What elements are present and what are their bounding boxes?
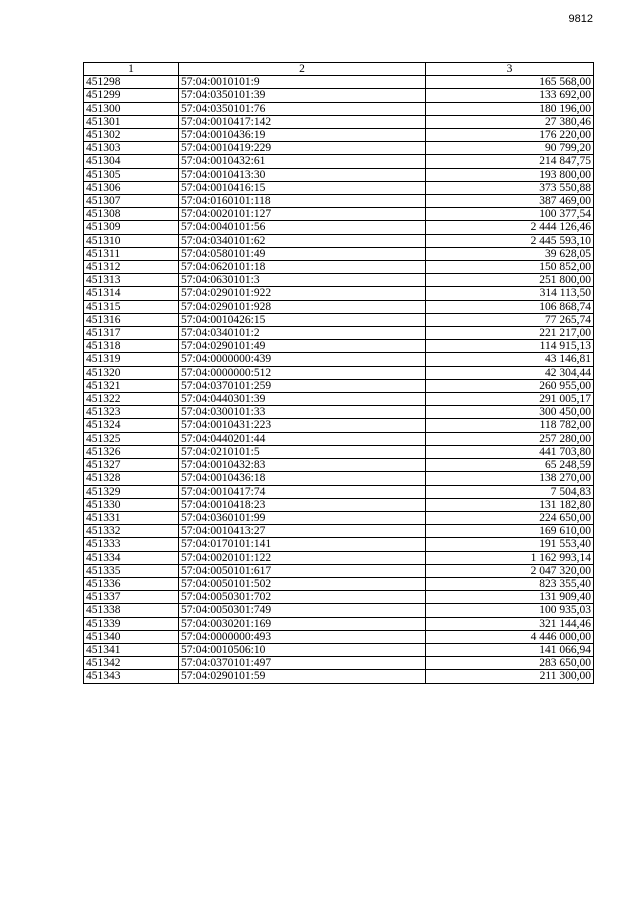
value-cell: 221 217,00 — [426, 327, 594, 340]
value-cell: 150 852,00 — [426, 261, 594, 274]
value-cell: 43 146,81 — [426, 353, 594, 366]
cadastral-number-cell: 57:04:0010419:229 — [179, 142, 426, 155]
table-row — [84, 538, 594, 551]
value-cell: 441 703,80 — [426, 445, 594, 458]
value-cell: 2 047 320,00 — [426, 564, 594, 577]
value-cell: 39 628,05 — [426, 247, 594, 260]
row-number-cell: 451321 — [84, 379, 179, 392]
value-cell: 77 265,74 — [426, 313, 594, 326]
value-cell: 4 446 000,00 — [426, 630, 594, 643]
cadastral-number-cell: 57:04:0010413:27 — [179, 525, 426, 538]
row-number-cell: 451298 — [84, 76, 179, 89]
value-cell: 373 550,88 — [426, 181, 594, 194]
value-cell: 1 162 993,14 — [426, 551, 594, 564]
table-row — [84, 419, 594, 432]
cadastral-number-cell: 57:04:0000000:439 — [179, 353, 426, 366]
row-number-cell: 451332 — [84, 525, 179, 538]
row-number-cell: 451329 — [84, 485, 179, 498]
table-row — [84, 247, 594, 260]
cadastral-number-cell: 57:04:0020101:122 — [179, 551, 426, 564]
cadastral-number-cell: 57:04:0020101:127 — [179, 208, 426, 221]
page-number: 9812 — [568, 13, 593, 25]
value-cell: 42 304,44 — [426, 366, 594, 379]
value-cell: 257 280,00 — [426, 432, 594, 445]
table-row — [84, 643, 594, 656]
row-number-cell: 451305 — [84, 168, 179, 181]
table-row — [84, 498, 594, 511]
cadastral-number-cell: 57:04:0170101:141 — [179, 538, 426, 551]
cadastral-number-cell: 57:04:0290101:928 — [179, 300, 426, 313]
value-cell: 2 444 126,46 — [426, 221, 594, 234]
cadastral-number-cell: 57:04:0290101:922 — [179, 287, 426, 300]
row-number-cell: 451341 — [84, 643, 179, 656]
table-row — [84, 630, 594, 643]
value-cell: 106 868,74 — [426, 300, 594, 313]
row-number-cell: 451323 — [84, 406, 179, 419]
row-number-cell: 451322 — [84, 393, 179, 406]
row-number-cell: 451320 — [84, 366, 179, 379]
row-number-cell: 451326 — [84, 445, 179, 458]
row-number-cell: 451314 — [84, 287, 179, 300]
cadastral-number-cell: 57:04:0580101:49 — [179, 247, 426, 260]
value-cell: 321 144,46 — [426, 617, 594, 630]
row-number-cell: 451300 — [84, 102, 179, 115]
value-cell: 169 610,00 — [426, 525, 594, 538]
value-cell: 300 450,00 — [426, 406, 594, 419]
cadastral-number-cell: 57:04:0370101:497 — [179, 657, 426, 670]
table-row — [84, 577, 594, 590]
value-cell: 193 800,00 — [426, 168, 594, 181]
cadastral-number-cell: 57:04:0000000:512 — [179, 366, 426, 379]
cadastral-number-cell: 57:04:0290101:49 — [179, 340, 426, 353]
value-cell: 260 955,00 — [426, 379, 594, 392]
table-row — [84, 366, 594, 379]
table-row — [84, 657, 594, 670]
table-row — [84, 261, 594, 274]
cadastral-number-cell: 57:04:0010101:9 — [179, 76, 426, 89]
cadastral-number-cell: 57:04:0010431:223 — [179, 419, 426, 432]
table-row — [84, 432, 594, 445]
cadastral-number-cell: 57:04:0010432:83 — [179, 459, 426, 472]
cadastral-number-cell: 57:04:0030201:169 — [179, 617, 426, 630]
cadastral-number-cell: 57:04:0350101:39 — [179, 89, 426, 102]
row-number-cell: 451335 — [84, 564, 179, 577]
row-number-cell: 451324 — [84, 419, 179, 432]
value-cell: 823 355,40 — [426, 577, 594, 590]
cadastral-number-cell: 57:04:0010426:15 — [179, 313, 426, 326]
cadastral-number-cell: 57:04:0010506:10 — [179, 643, 426, 656]
cadastral-number-cell: 57:04:0010432:61 — [179, 155, 426, 168]
value-cell: 131 182,80 — [426, 498, 594, 511]
cadastral-number-cell: 57:04:0010436:19 — [179, 129, 426, 142]
row-number-cell: 451302 — [84, 129, 179, 142]
value-cell: 2 445 593,10 — [426, 234, 594, 247]
table-row — [84, 340, 594, 353]
table-row — [84, 564, 594, 577]
cadastral-number-cell: 57:04:0010413:30 — [179, 168, 426, 181]
cadastral-number-cell: 57:04:0010417:74 — [179, 485, 426, 498]
table-row — [84, 221, 594, 234]
value-cell: 131 909,40 — [426, 591, 594, 604]
column-header-1: 1 — [84, 63, 179, 76]
table-header — [84, 63, 594, 76]
value-cell: 133 692,00 — [426, 89, 594, 102]
cadastral-number-cell: 57:04:0620101:18 — [179, 261, 426, 274]
cadastral-number-cell: 57:04:0010418:23 — [179, 498, 426, 511]
row-number-cell: 451301 — [84, 115, 179, 128]
cadastral-number-cell: 57:04:0050101:502 — [179, 577, 426, 590]
value-cell: 251 800,00 — [426, 274, 594, 287]
row-number-cell: 451317 — [84, 327, 179, 340]
value-cell: 118 782,00 — [426, 419, 594, 432]
table-row — [84, 300, 594, 313]
column-header-2: 2 — [179, 63, 426, 76]
cadastral-number-cell: 57:04:0050301:702 — [179, 591, 426, 604]
row-number-cell: 451313 — [84, 274, 179, 287]
value-cell: 114 915,13 — [426, 340, 594, 353]
row-number-cell: 451310 — [84, 234, 179, 247]
row-number-cell: 451333 — [84, 538, 179, 551]
row-number-cell: 451307 — [84, 195, 179, 208]
table-row — [84, 393, 594, 406]
row-number-cell: 451338 — [84, 604, 179, 617]
cadastral-number-cell: 57:04:0160101:118 — [179, 195, 426, 208]
registry-table — [83, 62, 594, 684]
value-cell: 211 300,00 — [426, 670, 594, 683]
value-cell: 138 270,00 — [426, 472, 594, 485]
cadastral-number-cell: 57:04:0010416:15 — [179, 181, 426, 194]
value-cell: 291 005,17 — [426, 393, 594, 406]
row-number-cell: 451340 — [84, 630, 179, 643]
table-row — [84, 195, 594, 208]
cadastral-number-cell: 57:04:0370101:259 — [179, 379, 426, 392]
row-number-cell: 451334 — [84, 551, 179, 564]
value-cell: 141 066,94 — [426, 643, 594, 656]
row-number-cell: 451343 — [84, 670, 179, 683]
row-number-cell: 451336 — [84, 577, 179, 590]
row-number-cell: 451315 — [84, 300, 179, 313]
row-number-cell: 451330 — [84, 498, 179, 511]
cadastral-number-cell: 57:04:0340101:62 — [179, 234, 426, 247]
value-cell: 27 380,46 — [426, 115, 594, 128]
table-row — [84, 234, 594, 247]
table-row — [84, 102, 594, 115]
table-row — [84, 89, 594, 102]
cadastral-number-cell: 57:04:0300101:33 — [179, 406, 426, 419]
table-row — [84, 76, 594, 89]
value-cell: 90 799,20 — [426, 142, 594, 155]
row-number-cell: 451304 — [84, 155, 179, 168]
cadastral-number-cell: 57:04:0210101:5 — [179, 445, 426, 458]
cadastral-number-cell: 57:04:0040101:56 — [179, 221, 426, 234]
row-number-cell: 451318 — [84, 340, 179, 353]
cadastral-number-cell: 57:04:0440301:39 — [179, 393, 426, 406]
table-row — [84, 313, 594, 326]
row-number-cell: 451337 — [84, 591, 179, 604]
cadastral-number-cell: 57:04:0360101:99 — [179, 511, 426, 524]
table-row — [84, 670, 594, 683]
header-row — [84, 63, 594, 76]
value-cell: 224 650,00 — [426, 511, 594, 524]
cadastral-number-cell: 57:04:0290101:59 — [179, 670, 426, 683]
row-number-cell: 451319 — [84, 353, 179, 366]
value-cell: 214 847,75 — [426, 155, 594, 168]
value-cell: 176 220,00 — [426, 129, 594, 142]
cadastral-number-cell: 57:04:0350101:76 — [179, 102, 426, 115]
row-number-cell: 451331 — [84, 511, 179, 524]
row-number-cell: 451303 — [84, 142, 179, 155]
value-cell: 7 504,83 — [426, 485, 594, 498]
row-number-cell: 451299 — [84, 89, 179, 102]
value-cell: 314 113,50 — [426, 287, 594, 300]
row-number-cell: 451325 — [84, 432, 179, 445]
table-row — [84, 353, 594, 366]
table-row — [84, 379, 594, 392]
column-header-3: 3 — [426, 63, 594, 76]
table-row — [84, 525, 594, 538]
cadastral-number-cell: 57:04:0000000:493 — [179, 630, 426, 643]
row-number-cell: 451342 — [84, 657, 179, 670]
row-number-cell: 451306 — [84, 181, 179, 194]
table-row — [84, 327, 594, 340]
cadastral-number-cell: 57:04:0010436:18 — [179, 472, 426, 485]
table-row — [84, 617, 594, 630]
row-number-cell: 451308 — [84, 208, 179, 221]
cadastral-number-cell: 57:04:0630101:3 — [179, 274, 426, 287]
row-number-cell: 451309 — [84, 221, 179, 234]
value-cell: 387 469,00 — [426, 195, 594, 208]
table-row — [84, 142, 594, 155]
table-row — [84, 604, 594, 617]
table-row — [84, 485, 594, 498]
cadastral-number-cell: 57:04:0440201:44 — [179, 432, 426, 445]
table-row — [84, 511, 594, 524]
row-number-cell: 451339 — [84, 617, 179, 630]
table-row — [84, 591, 594, 604]
value-cell: 180 196,00 — [426, 102, 594, 115]
row-number-cell: 451312 — [84, 261, 179, 274]
table-row — [84, 274, 594, 287]
cadastral-number-cell: 57:04:0340101:2 — [179, 327, 426, 340]
table-row — [84, 168, 594, 181]
table-row — [84, 459, 594, 472]
table-row — [84, 287, 594, 300]
value-cell: 283 650,00 — [426, 657, 594, 670]
row-number-cell: 451328 — [84, 472, 179, 485]
value-cell: 65 248,59 — [426, 459, 594, 472]
table-row — [84, 155, 594, 168]
table-row — [84, 445, 594, 458]
table-row — [84, 115, 594, 128]
row-number-cell: 451311 — [84, 247, 179, 260]
cadastral-number-cell: 57:04:0050301:749 — [179, 604, 426, 617]
table-row — [84, 208, 594, 221]
table-row — [84, 406, 594, 419]
table-row — [84, 551, 594, 564]
table-row — [84, 129, 594, 142]
row-number-cell: 451316 — [84, 313, 179, 326]
value-cell: 191 553,40 — [426, 538, 594, 551]
value-cell: 100 377,54 — [426, 208, 594, 221]
row-number-cell: 451327 — [84, 459, 179, 472]
value-cell: 100 935,03 — [426, 604, 594, 617]
table-body — [84, 76, 594, 683]
value-cell: 165 568,00 — [426, 76, 594, 89]
cadastral-number-cell: 57:04:0050101:617 — [179, 564, 426, 577]
table-row — [84, 181, 594, 194]
table-row — [84, 472, 594, 485]
cadastral-number-cell: 57:04:0010417:142 — [179, 115, 426, 128]
